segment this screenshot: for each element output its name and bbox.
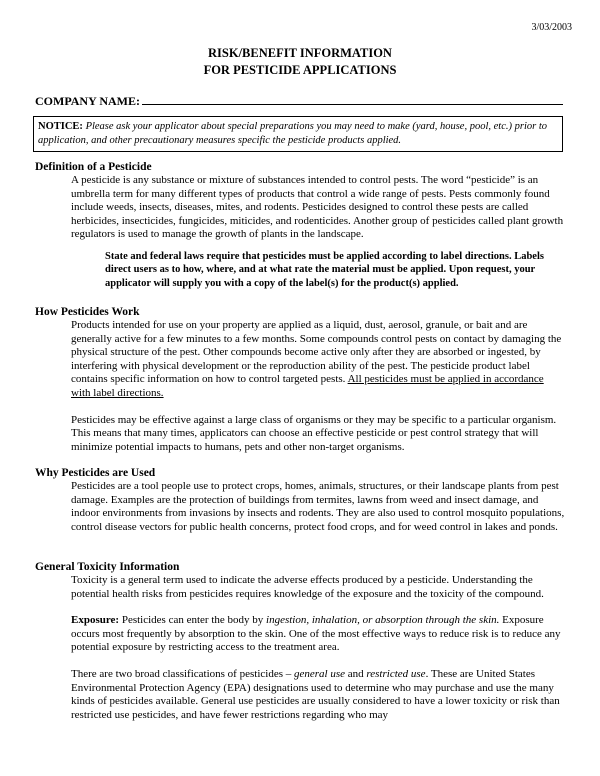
classification-paragraph	[71, 668, 565, 722]
section-why-pesticides-used	[35, 467, 565, 534]
notice-box	[33, 116, 563, 152]
document-date: 3/03/2003	[531, 22, 572, 33]
exposure-pre: Pesticides can enter the body by	[121, 614, 264, 627]
section-definition	[35, 161, 565, 242]
exposure-label: Exposure:	[71, 614, 120, 627]
company-name-field	[35, 93, 563, 109]
notice-label: NOTICE:	[38, 121, 83, 132]
how-body-1-text: Products intended for use on your property are applied as a liquid, dust, aerosol, granule, or bait and are generally active for a few minutes to a few months. Some compounds control pests on contact by damaging the physical structure of the pest. Other compounds become active only after they are absorbed or ingested, by interfering with physical development or the reproduction ability of the pest. The pesticide product label contains specific information on how to control targeted pests.	[71, 319, 562, 386]
toxicity-body: Toxicity is a general term used to indicate the adverse effects produced by a pesticide. Understanding the potential health risks from pesticides requires knowledge of the exposure and the toxicity of the compound.	[71, 574, 544, 600]
class-and: and	[347, 667, 364, 680]
exposure-routes: ingestion, inhalation, or absorption through the skin.	[266, 614, 500, 627]
why-body: Pesticides are a tool people use to protect crops, homes, animals, structures, or their landscape plants from pest damage. Examples are the protection of buildings from termites, lawns from weed and insect damage, and indoor environments from invasions by insects and rodents. They are also used to control mosquito populations, control disease vectors for public health concerns, protect food crops, and for weed control in lakes and ponds.	[71, 480, 565, 533]
definition-body: A pesticide is any substance or mixture of substances intended to control pests. The word “pesticide” is an umbrella term for many different types of products that control a wide range of pests. Pests commonly found include weeds, insects, diseases, mites, and rodents. Pesticides designed to control these pests are called herbicides, insecticides, fungicides, miticides, and rodenticides. Another group of pesticides called plant growth regulators is used to manage the growth of plants in the landscape.	[71, 174, 564, 241]
class-pre: There are two broad classifications of pesticides –	[71, 667, 292, 680]
class-post: . These are United States Environmental Protection Agency (EPA) designations used to determine who may purchase and use the many kinds of pesticides available. General use pesticides are usually considered to have a lower toxicity or risk than restricted use pesticides, and have fewer restrictions regarding who may	[71, 667, 560, 721]
section-heading-why: Why Pesticides are Used	[35, 467, 156, 479]
class-restricted-use: restricted use	[366, 667, 426, 680]
document-title	[0, 45, 600, 79]
how-body-2: Pesticides may be effective against a large class of organisms or they may be specific to a particular organism. This means that many times, applicators can choose an effective pesticide or pest control strategy that will minimize potential impacts to humans, pets and other non-target organisms.	[71, 413, 557, 453]
section-general-toxicity	[35, 561, 565, 722]
how-body-1	[71, 319, 565, 401]
section-heading-definition: Definition of a Pesticide	[35, 161, 152, 173]
section-heading-how: How Pesticides Work	[35, 306, 140, 318]
title-line-2: FOR PESTICIDE APPLICATIONS	[203, 63, 397, 77]
label-law-note: State and federal laws require that pesticides must be applied according to label directions. Labels direct users as to how, where, and at what rate the material must be applied. Upon request, your applicator will supply you with a copy of the label(s) for the product(s) applied.	[105, 251, 544, 289]
company-name-label: COMPANY NAME:	[35, 94, 140, 108]
exposure-post: Exposure occurs most frequently by absorption to the skin. One of the most effective ways to reduce risk is to reduce any potential exposure by restricting access to the treatment area.	[71, 614, 561, 654]
notice-text: Please ask your applicator about special preparations you may need to make (yard, house, pool, etc.) prior to application, and other precautionary measures specific the pesticide products applied.	[38, 121, 547, 146]
company-name-blank-line[interactable]	[142, 93, 563, 105]
section-heading-toxicity: General Toxicity Information	[35, 561, 180, 573]
section-how-pesticides-work	[35, 306, 565, 454]
class-general-use: general use	[293, 667, 345, 680]
exposure-paragraph	[71, 614, 565, 655]
title-line-1: RISK/BENEFIT INFORMATION	[208, 46, 392, 60]
how-label-directions-underlined: All pesticides must be applied in accordance with label directions.	[71, 373, 544, 399]
